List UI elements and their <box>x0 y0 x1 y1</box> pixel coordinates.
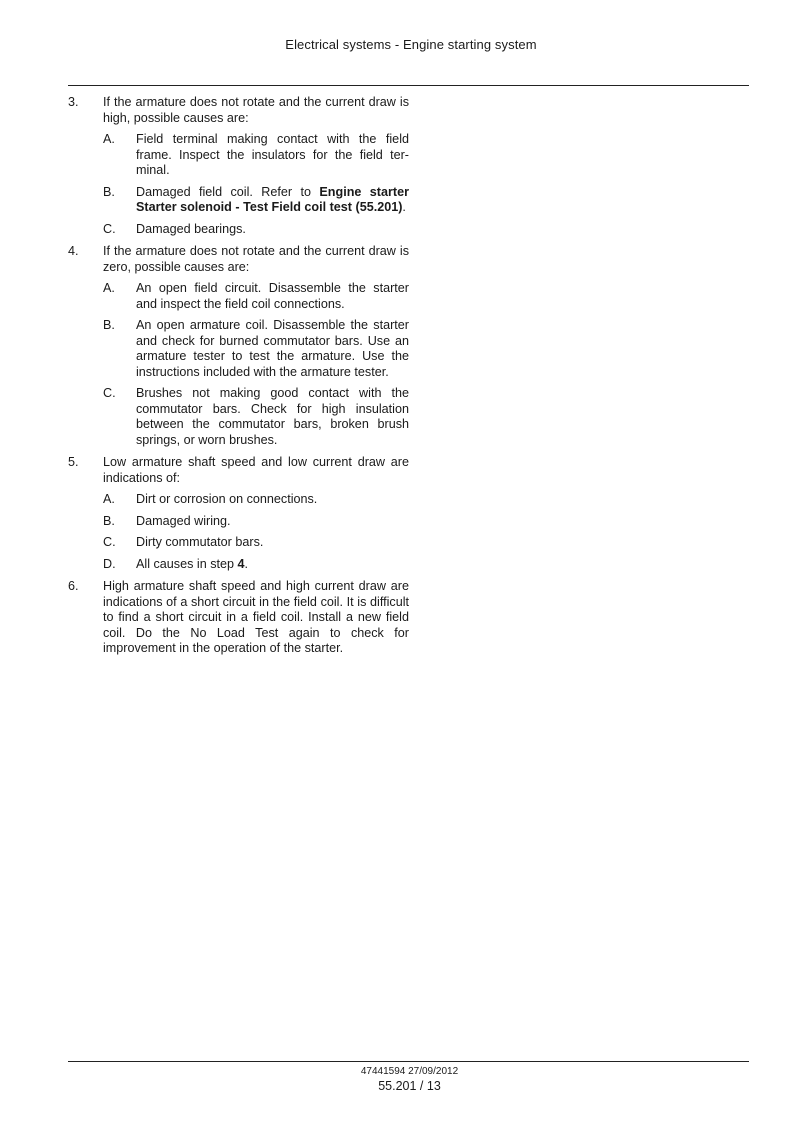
sub-step-text-end: . <box>402 200 406 214</box>
sub-step-text <box>136 557 409 573</box>
sub-step-letter: B. <box>103 513 115 528</box>
sub-step-text <box>136 185 409 216</box>
sub-step-5a <box>103 492 409 508</box>
sub-step-text: Damaged bearings. <box>136 221 246 236</box>
sub-step-letter: B. <box>103 184 115 199</box>
sub-step-letter: C. <box>103 535 116 549</box>
sub-step-text: Brushes not making good contact with the commutator bars. Check for high insulation between the commutator bars, broken brush springs, or worn brushes. <box>136 386 409 447</box>
step-text: Low armature shaft speed and low current draw are indications of: <box>103 455 409 485</box>
sub-step-4c <box>103 386 409 448</box>
step-5 <box>68 455 409 572</box>
procedure-content <box>68 95 409 664</box>
sub-step-letter: C. <box>103 221 116 236</box>
sub-step-text: Field terminal making contact with the field frame. Inspect the insulators for the field ter-minal. <box>136 132 409 177</box>
header-rule <box>68 85 749 86</box>
step-reference: 4 <box>237 556 245 571</box>
sub-step-text: Dirty commutator bars. <box>136 535 264 549</box>
step-4 <box>68 244 409 448</box>
sub-step-text-end: . <box>244 556 249 571</box>
sub-step-3c <box>103 222 409 238</box>
sub-steps <box>103 132 409 237</box>
sub-step-4a <box>103 281 409 312</box>
step-number: 6. <box>68 579 79 593</box>
sub-step-5b <box>103 514 409 530</box>
sub-step-text: Dirt or corrosion on connections. <box>136 492 318 506</box>
document-reference: 47441594 27/09/2012 <box>360 1066 459 1077</box>
sub-step-5d <box>103 557 409 573</box>
sub-step-text: An open field circuit. Disassemble the starter and inspect the field coil connections. <box>136 281 409 311</box>
sub-step-letter: A. <box>103 492 115 506</box>
step-number: 5. <box>68 455 79 469</box>
footer-rule <box>68 1061 749 1062</box>
step-3 <box>68 95 409 237</box>
step-6 <box>68 579 409 657</box>
page-number: 55.201 / 13 <box>378 1079 441 1093</box>
sub-step-5c <box>103 535 409 551</box>
sub-step-letter: A. <box>103 132 115 146</box>
sub-step-3a <box>103 132 409 179</box>
sub-steps <box>103 281 409 448</box>
cross-reference-link[interactable]: Engine starter Starter solenoid - Test Field coil test (55.201) <box>136 184 409 214</box>
step-text: If the armature does not rotate and the current draw is zero, possible causes are: <box>103 244 409 274</box>
sub-step-letter: C. <box>103 386 116 400</box>
sub-step-letter: D. <box>103 556 116 571</box>
sub-steps <box>103 492 409 572</box>
sub-step-text: Damaged wiring. <box>136 513 231 528</box>
page-header-title: Electrical systems - Engine starting system <box>285 37 537 52</box>
sub-step-letter: A. <box>103 281 115 295</box>
step-text: If the armature does not rotate and the current draw is high, possible causes are: <box>103 95 409 125</box>
step-number: 4. <box>68 244 79 258</box>
sub-step-4b <box>103 318 409 380</box>
sub-step-letter: B. <box>103 318 115 332</box>
sub-step-text-lead: All causes in step <box>136 556 238 571</box>
sub-step-text-lead: Damaged field coil. Refer to <box>136 184 320 199</box>
step-text: High armature shaft speed and high current draw are indications of a short circuit in the field coil. It is difficult to find a short circuit in a field coil. Install a new field coil. Do the No Load Test again to check for improvement in the operation of the starter. <box>103 579 409 655</box>
sub-step-3b <box>103 185 409 216</box>
sub-step-text: An open armature coil. Disassemble the starter and check for burned commutator bars. Use an armature tester to test the armature. Use the instructions included with the armature tester. <box>136 318 409 379</box>
step-number: 3. <box>68 95 79 109</box>
